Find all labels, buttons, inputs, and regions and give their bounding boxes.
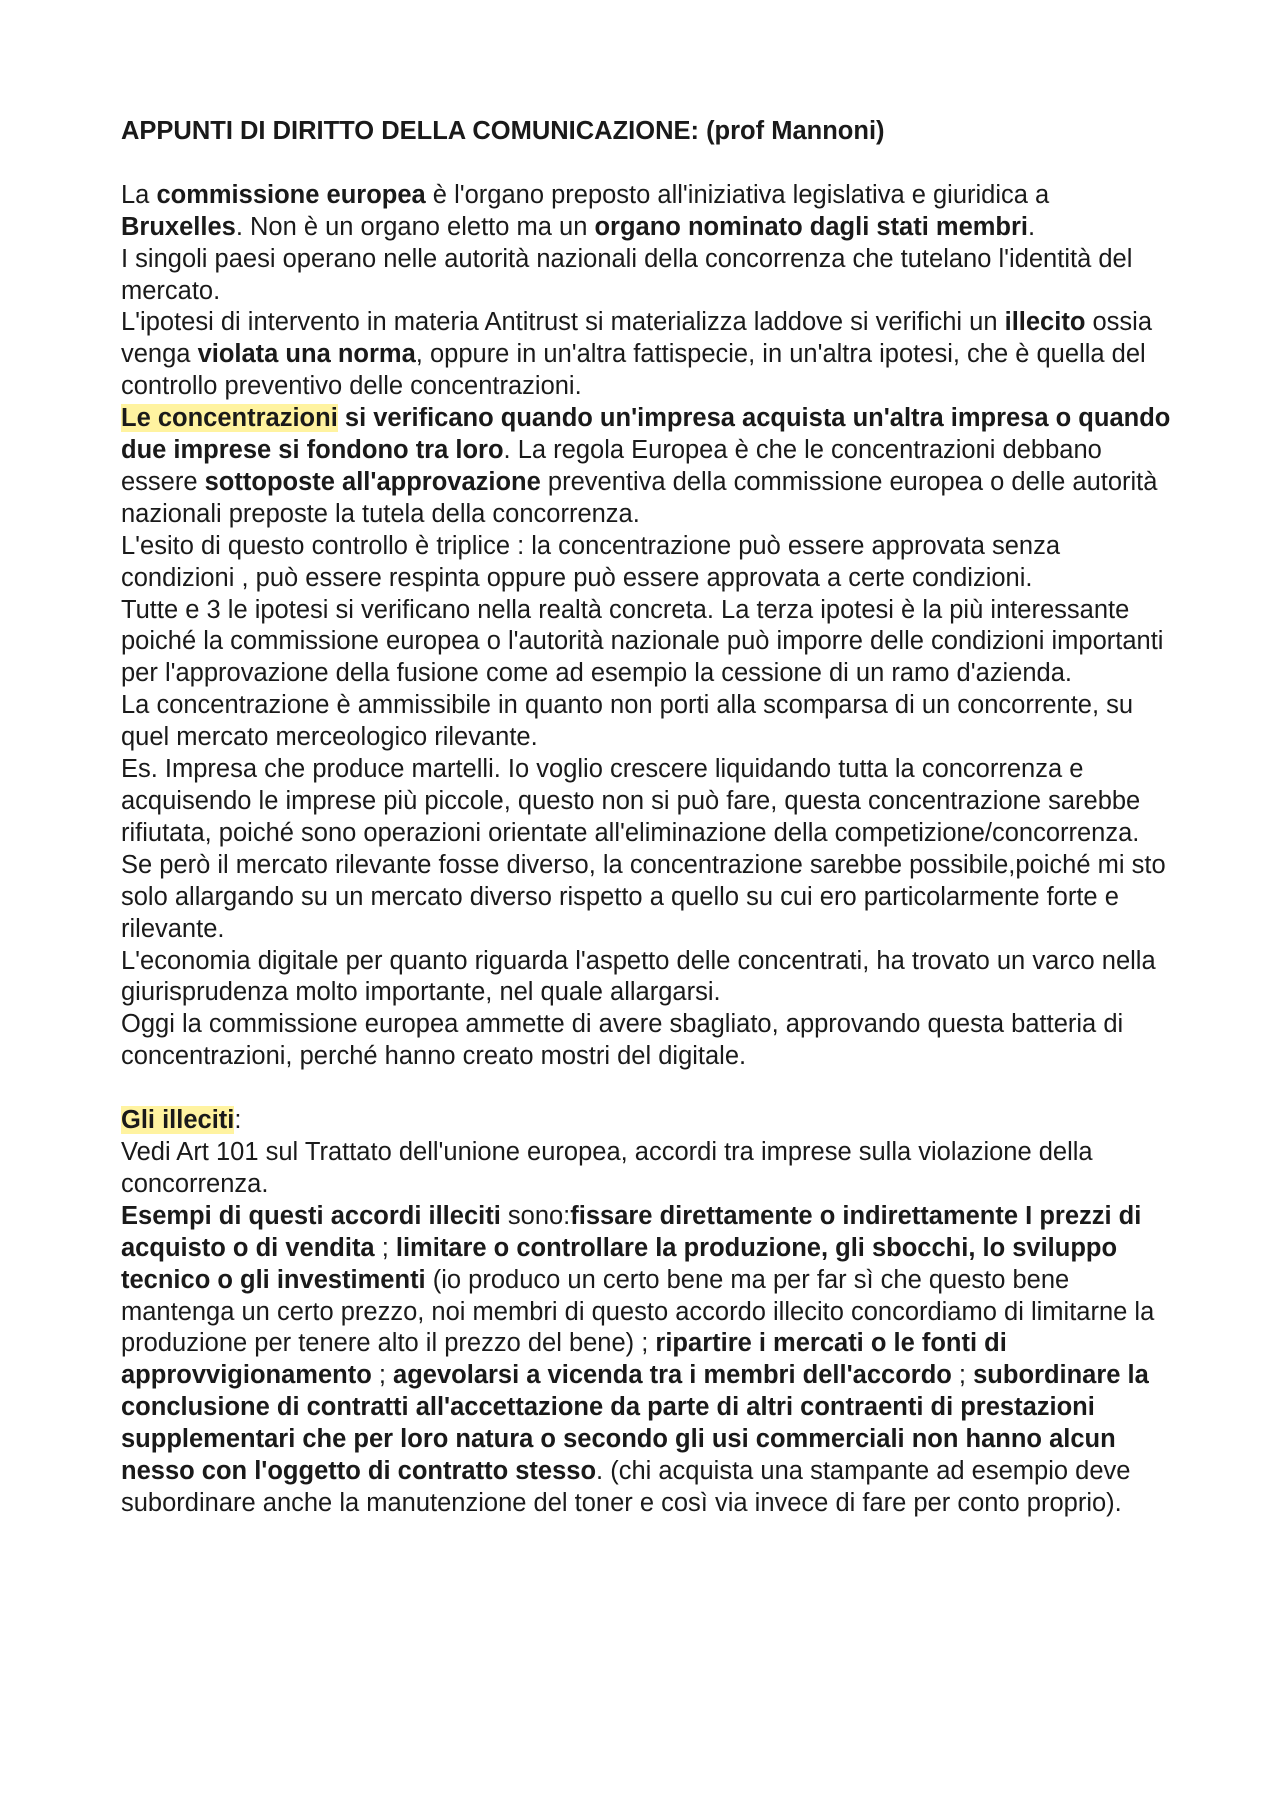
paragraph-esempi-accordi: Esempi di questi accordi illeciti sono:fissare direttamente o indirettamente I prezzi di acquisto o di vendita ; limitare o controllare la produzione, gli sbocchi, lo sviluppo tecnico o gli investimenti (io produco un certo bene ma per far sì che questo bene mantenga un certo prezzo, noi membri di questo accordo illecito concordiamo di limitarne la produzione per tenere alto il prezzo del bene) ; ripartire i mercati o le fonti di approvvigionamento ; agevolarsi a vicenda tra i membri dell'accordo ; subordinare la conclusione di contratti all'accettazione da parte di altri contraenti di prestazioni supplementari che per loro natura o secondo gli usi commerciali non hanno alcun nesso con l'oggetto di contratto stesso. (chi acquista una stampante ad esempio deve subordinare anche la manutenzione del toner e così via invece di fare per conto proprio). [121, 1201, 1155, 1517]
section-heading-illeciti: Gli illeciti: [121, 1106, 242, 1135]
paragraph-esempio-martelli: Es. Impresa che produce martelli. Io voglio crescere liquidando tutta la concorrenza e acquisendo le imprese più piccole, questo non si può fare, questa concentrazione sarebbe rifiutata, poiché sono operazioni orientate all'eliminazione della competizione/concorrenza. [121, 755, 1141, 847]
paragraph-commissione: La commissione europea è l'organo preposto all'iniziativa legislativa e giuridica a Bruxelles. Non è un organo eletto ma un organo nominato dagli stati membri. [121, 180, 1050, 241]
spacer [121, 1073, 1171, 1105]
paragraph-mercato-rilevante: Se però il mercato rilevante fosse diverso, la concentrazione sarebbe possibile,poiché mi sto solo allargando su un mercato diverso rispetto a quello su cui ero particolarmente forte e rilevante. [121, 850, 1166, 943]
paragraph-antitrust: L'ipotesi di intervento in materia Antitrust si materializza laddove si verifichi un illecito ossia venga violata una norma, oppure in un'altra fattispecie, in un'altra ipotesi, che è quella del controllo preventivo delle concentrazioni. [121, 308, 1153, 401]
paragraph-concentrazioni: Le concentrazioni si verificano quando un'impresa acquista un'altra impresa o quando due imprese si fondono tra loro. La regola Europea è che le concentrazioni debbano essere sottoposte all'approvazione preventiva della commissione europea o delle autorità nazionali preposte la tutela della concorrenza. [121, 404, 1171, 528]
spacer [121, 148, 1171, 180]
highlight-illeciti: Gli illeciti [121, 1106, 235, 1135]
paragraph-esito: L'esito di questo controllo è triplice : la concentrazione può essere approvata senza condizioni , può essere respinta oppure può essere approvata a certe condizioni. [121, 531, 1061, 592]
paragraph-ammissibile: La concentrazione è ammissibile in quanto non porti alla scomparsa di un concorrente, su quel mercato merceologico rilevante. [121, 691, 1134, 752]
paragraph-ipotesi: Tutte e 3 le ipotesi si verificano nella realtà concreta. La terza ipotesi è la più interessante poiché la commissione europea o l'autorità nazionale può imporre delle condizioni importanti per l'approvazione della fusione come ad esempio la cessione di un ramo d'azienda. [121, 595, 1164, 688]
paragraph-economia-digitale: L'economia digitale per quanto riguarda l'aspetto delle concentrati, ha trovato un varco nella giurisprudenza molto importante, nel quale allargarsi. [121, 946, 1156, 1007]
document-page [121, 116, 1171, 1520]
paragraph-oggi: Oggi la commissione europea ammette di avere sbagliato, approvando questa batteria di concentrazioni, perché hanno creato mostri del digitale. [121, 1010, 1124, 1071]
paragraph-paesi: I singoli paesi operano nelle autorità nazionali della concorrenza che tutelano l'identità del mercato. [121, 244, 1133, 305]
paragraph-art101: Vedi Art 101 sul Trattato dell'unione europea, accordi tra imprese sulla violazione della concorrenza. [121, 1137, 1093, 1198]
highlight-concentrazioni: Le concentrazioni [121, 404, 338, 433]
document-title: APPUNTI DI DIRITTO DELLA COMUNICAZIONE: (prof Mannoni) [121, 117, 885, 145]
